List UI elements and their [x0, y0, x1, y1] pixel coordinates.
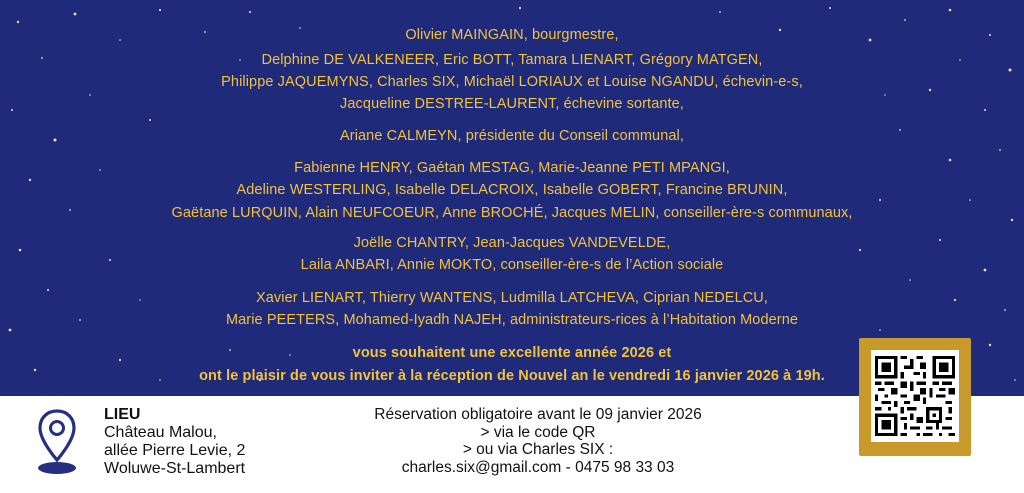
greeting-line: Delphine DE VALKENEER, Eric BOTT, Tamara LIENART, Grégory MATGEN, — [261, 52, 763, 68]
location-line: allée Pierre Levie, 2 — [104, 442, 246, 459]
greeting-line: Marie PEETERS, Mohamed-Iyadh NAJEH, administrateurs-rices à l’Habitation Moderne — [225, 312, 799, 328]
reservation-line: > via le code QR — [480, 423, 596, 441]
greeting-line: Olivier MAINGAIN, bourgmestre, — [405, 27, 619, 43]
qr-code-icon[interactable] — [875, 356, 955, 436]
greeting-line: Gaëtane LURQUIN, Alain NEUFCOEUR, Anne BROCHÉ, Jacques MELIN, conseiller-ère-s communaux, — [171, 205, 853, 221]
qr-background — [871, 350, 959, 442]
reservation-line: > ou via Charles SIX : — [462, 441, 614, 458]
invitation-line: ont le plaisir de vous inviter à la réception de Nouvel an le vendredi 16 janvier 2026 à 19h. — [199, 368, 825, 384]
location-line: Château Malou, — [104, 424, 217, 441]
greeting-line: Philippe JAQUEMYNS, Charles SIX, Michaël LORIAUX et Louise NGANDU, échevin-e-s, — [221, 74, 803, 90]
location-line: Woluwe-St-Lambert — [104, 460, 246, 477]
greeting-line: Joëlle CHANTRY, Jean-Jacques VANDEVELDE, — [353, 235, 671, 251]
greeting-line: Adeline WESTERLING, Isabelle DELACROIX, Isabelle GOBERT, Francine BRUNIN, — [236, 182, 788, 198]
reservation-line: Réservation obligatoire avant le 09 janvier 2026 — [374, 406, 702, 423]
greeting-line: Ariane CALMEYN, présidente du Conseil communal, — [340, 128, 684, 144]
greeting-line: Fabienne HENRY, Gaétan MESTAG, Marie-Jeanne PETI MPANGI, — [294, 160, 730, 176]
reservation-contact[interactable]: charles.six@gmail.com - 0475 98 33 03 — [401, 458, 675, 476]
location-block — [104, 406, 245, 478]
location-label: LIEU — [104, 406, 141, 423]
qr-frame — [859, 338, 971, 456]
greeting-line: Xavier LIENART, Thierry WANTENS, Ludmilla LATCHEVA, Ciprian NEDELCU, — [255, 290, 769, 306]
location-pin-icon — [36, 408, 78, 476]
reservation-block — [330, 406, 746, 476]
greeting-line: Jacqueline DESTREE-LAURENT, échevine sortante, — [340, 96, 684, 112]
wishes-line: vous souhaitent une excellente année 2026 et — [352, 345, 672, 361]
greeting-line: Laila ANBARI, Annie MOKTO, conseiller-ère-s de l’Action sociale — [300, 257, 724, 273]
